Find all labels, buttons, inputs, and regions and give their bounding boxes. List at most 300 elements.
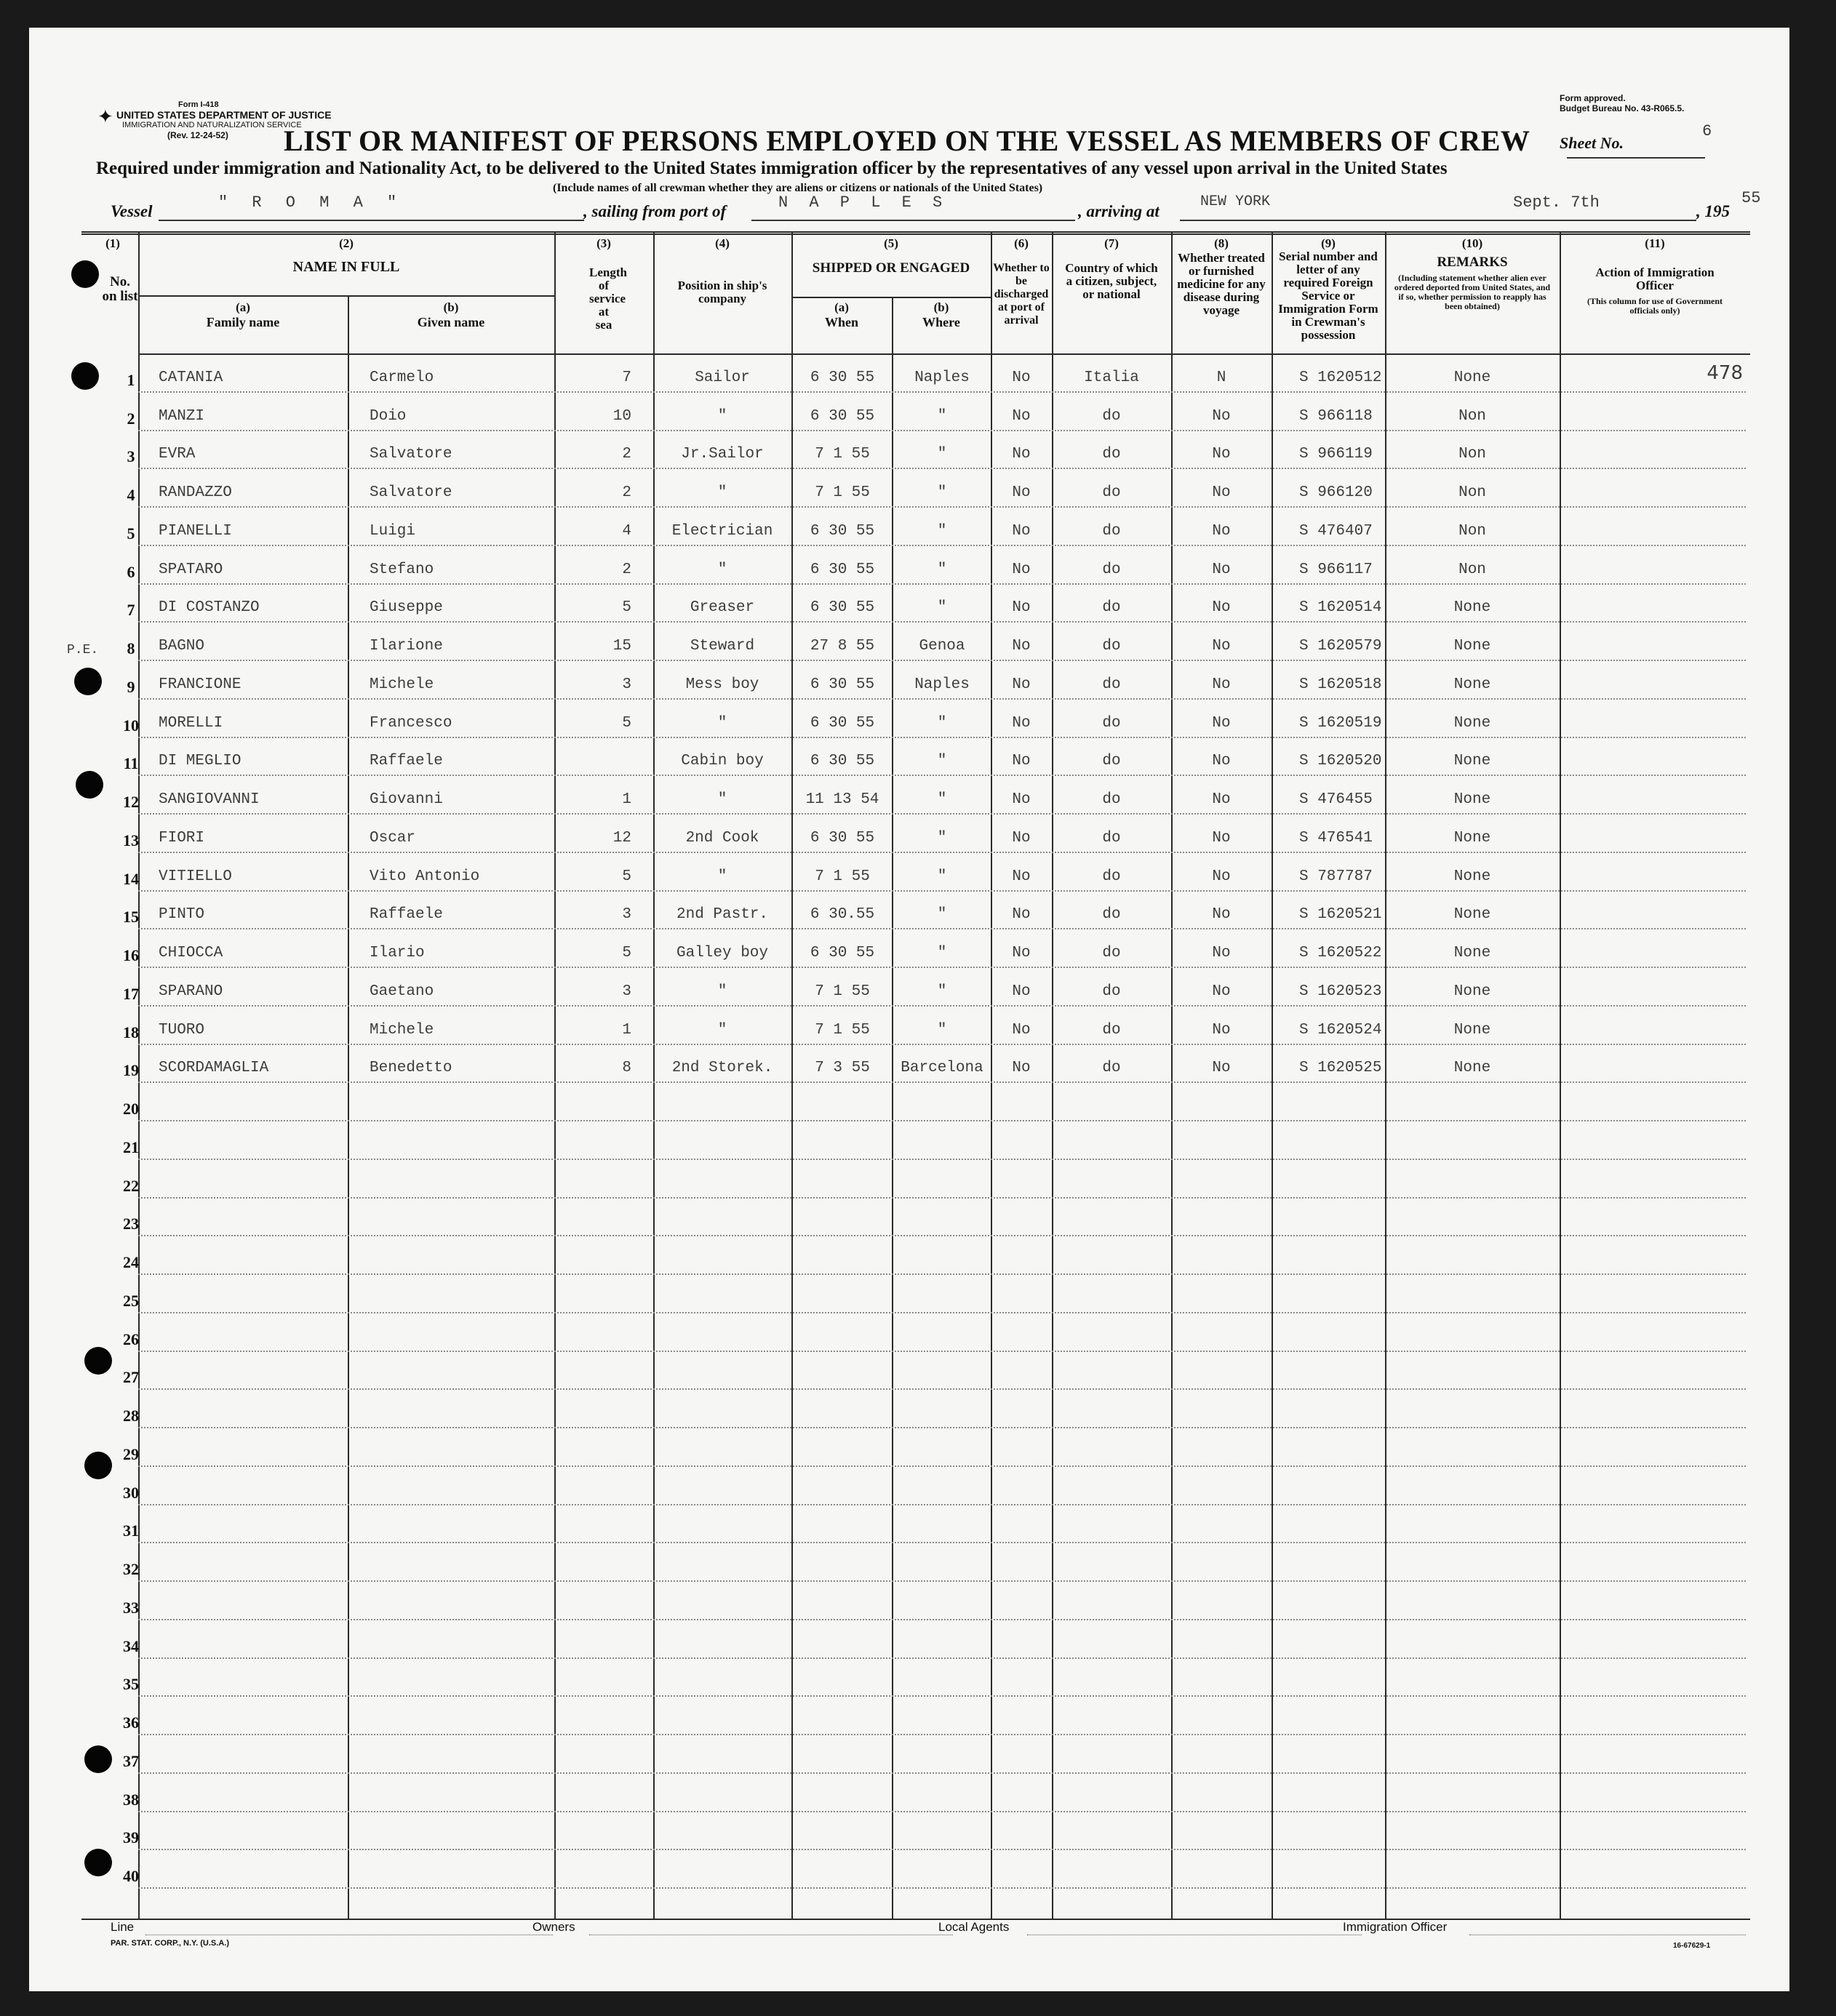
cell-serial-number: S 966117 [1299, 561, 1373, 578]
row-rule [138, 1657, 1746, 1659]
line-number: 36 [123, 1713, 139, 1732]
cell-service-length: 5 [622, 868, 631, 885]
cell-position: Jr.Sailor [681, 446, 764, 463]
cell-given-name: Stefano [370, 561, 434, 578]
cell-shipped-when: 6 30 55 [810, 599, 875, 617]
cell-discharged: No [1012, 522, 1031, 540]
cell-remarks: None [1453, 868, 1491, 885]
row-rule [138, 1081, 1746, 1083]
cell-serial-number: S 787787 [1299, 868, 1373, 885]
line-number: 8 [127, 639, 135, 657]
col1-header: No. on list [102, 274, 138, 304]
cell-country: do [1102, 1021, 1121, 1039]
cell-country: do [1102, 714, 1121, 732]
row-rule [138, 813, 1746, 815]
cell-discharged: No [1012, 753, 1031, 770]
col5a-header: When [824, 315, 858, 329]
row-rule [138, 1351, 1746, 1352]
table-bottom-rule [81, 1919, 1750, 1920]
cell-position: Mess boy [685, 676, 759, 693]
cell-given-name: Raffaele [370, 906, 443, 924]
line-number: 7 [127, 601, 135, 620]
cell-remarks: None [1453, 983, 1491, 1000]
printer-imprint: PAR. STAT. CORP., N.Y. (U.S.A.) [111, 1939, 229, 1948]
cell-country: do [1102, 906, 1121, 924]
cell-position: Steward [690, 638, 755, 655]
cell-family-name: SCORDAMAGLIA [159, 1060, 269, 1077]
cell-position: Electrician [671, 522, 773, 540]
row-rule [138, 583, 1746, 585]
col9-header: Serial number and letter of any required Foreign Service or Immigration Form in Crewman's possession [1278, 249, 1378, 342]
cell-service-length: 15 [612, 638, 631, 655]
row-rule [138, 967, 1746, 968]
line-number: 16 [123, 946, 139, 964]
cell-shipped-when: 7 3 55 [815, 1060, 870, 1077]
cell-shipped-when: 27 8 55 [810, 638, 875, 655]
line-number: 22 [123, 1176, 139, 1195]
sheet-label: Sheet No. [1560, 134, 1624, 152]
form-approved: Form approved. [1560, 93, 1626, 103]
row-rule [138, 1542, 1746, 1543]
cell-shipped-where: " [937, 829, 947, 847]
cell-country: do [1102, 829, 1121, 847]
cell-discharged: No [1012, 446, 1031, 463]
cell-remarks: None [1453, 1021, 1491, 1039]
cell-given-name: Oscar [370, 829, 416, 847]
cell-medicine: No [1212, 407, 1231, 425]
row-rule [138, 1159, 1746, 1160]
col8-number: (8) [1214, 236, 1229, 250]
line-number: 6 [127, 562, 135, 581]
cell-discharged: No [1012, 638, 1031, 655]
col5b-header: Where [922, 315, 960, 329]
cell-service-length: 2 [622, 484, 631, 501]
col10-number: (10) [1461, 236, 1483, 250]
cell-shipped-when: 6 30.55 [810, 906, 875, 924]
cell-service-length: 2 [622, 561, 631, 578]
cell-remarks: None [1453, 945, 1491, 961]
cell-shipped-where: " [937, 1021, 947, 1039]
cell-position: 2nd Cook [685, 829, 759, 847]
row-rule [138, 1811, 1746, 1812]
cell-position: " [717, 407, 727, 425]
row-rule [138, 506, 1746, 508]
sailing-line [751, 220, 1075, 221]
cell-discharged: No [1012, 868, 1031, 885]
line-number: 24 [123, 1253, 139, 1271]
col4-header: Position in ship's company [677, 279, 767, 305]
cell-given-name: Francesco [370, 714, 452, 732]
line-number: 34 [123, 1636, 139, 1655]
cell-given-name: Doio [370, 407, 407, 425]
cell-serial-number: S 1620521 [1299, 906, 1382, 924]
cell-country: do [1102, 753, 1121, 770]
cell-position: 2nd Storek. [671, 1060, 773, 1077]
punch-hole-5 [84, 1347, 112, 1375]
line-number: 5 [127, 524, 135, 543]
cell-family-name: FIORI [159, 829, 205, 847]
cell-serial-number: S 1620518 [1299, 676, 1382, 693]
cell-given-name: Michele [370, 676, 434, 693]
cell-country: do [1102, 561, 1121, 578]
row-rule [138, 1887, 1746, 1889]
cell-serial-number: S 966120 [1299, 484, 1373, 501]
manifest-title: LIST OR MANIFEST OF PERSONS EMPLOYED ON THE VESSEL AS MEMBERS OF CREW [284, 124, 1530, 157]
col9-number: (9) [1321, 236, 1336, 250]
line-number: 27 [123, 1368, 139, 1387]
cell-given-name: Michele [370, 1021, 434, 1039]
cell-family-name: TUORO [159, 1021, 205, 1039]
row-rule [138, 1619, 1746, 1620]
cell-medicine: No [1212, 753, 1231, 770]
cell-shipped-when: 6 30 55 [810, 753, 875, 770]
row-rule [138, 1044, 1746, 1045]
cell-shipped-where: " [937, 446, 947, 463]
cell-given-name: Raffaele [370, 753, 443, 770]
footer-agents-label: Local Agents [938, 1920, 1010, 1934]
cell-service-length: 10 [612, 407, 631, 425]
row-rule [138, 1580, 1746, 1582]
cell-given-name: Giuseppe [370, 599, 443, 617]
cell-shipped-where: " [937, 484, 947, 501]
line-number: 39 [123, 1828, 139, 1847]
cell-discharged: No [1012, 945, 1031, 961]
cell-shipped-where: " [937, 945, 947, 961]
cell-position: " [717, 983, 727, 1000]
cell-shipped-where: " [937, 522, 947, 540]
cell-shipped-when: 6 30 55 [810, 522, 875, 540]
cell-country: do [1102, 599, 1121, 617]
cell-remarks: None [1453, 599, 1491, 617]
cell-serial-number: S 1620524 [1299, 1021, 1382, 1039]
arrival-date: Sept. 7th [1513, 193, 1600, 212]
cell-shipped-where: " [937, 599, 947, 617]
col3-number: (3) [596, 236, 611, 250]
punch-hole-3 [74, 668, 102, 695]
cell-shipped-where: " [937, 753, 947, 770]
row-rule [138, 1197, 1746, 1199]
col10-subheader: (Including statement whether alien ever ordered deported from United States, and if so, whether permission to reapply has been obtained) [1394, 273, 1551, 311]
service-name: IMMIGRATION AND NATURALIZATION SERVICE [122, 121, 302, 129]
cell-medicine: No [1212, 906, 1231, 924]
col-divider-3 [653, 231, 655, 1919]
cell-position: " [717, 868, 727, 885]
col11-number: (11) [1645, 236, 1665, 250]
cell-family-name: SPARANO [159, 983, 223, 1000]
col-divider-8 [1272, 231, 1273, 1919]
cell-country: do [1102, 868, 1121, 885]
cell-service-length: 8 [622, 1060, 631, 1077]
cell-discharged: No [1012, 1060, 1031, 1077]
cell-remarks: None [1453, 676, 1491, 693]
cell-country: Italia [1084, 369, 1139, 386]
cell-serial-number: S 1620520 [1299, 753, 1382, 770]
cell-discharged: No [1012, 983, 1031, 1000]
row-rule [138, 1005, 1746, 1007]
cell-remarks: Non [1458, 484, 1486, 501]
cell-family-name: DI COSTANZO [159, 599, 260, 617]
col3-header: Length of service at sea [589, 265, 627, 332]
cell-country: do [1102, 676, 1121, 693]
sheet-number: 6 [1702, 122, 1712, 140]
cell-serial-number: S 1620519 [1299, 714, 1382, 732]
line-number: 11 [123, 754, 139, 773]
cell-discharged: No [1012, 714, 1031, 732]
cell-shipped-when: 11 13 54 [805, 791, 879, 808]
line-number: 13 [123, 831, 139, 849]
cell-medicine: No [1212, 1060, 1231, 1077]
cell-serial-number: S 1620522 [1299, 945, 1382, 961]
col5b-number: (b) [933, 300, 949, 314]
cell-medicine: No [1212, 868, 1231, 885]
cell-country: do [1102, 791, 1121, 808]
line-number: 18 [123, 1023, 139, 1041]
row-rule [138, 1120, 1746, 1121]
cell-serial-number: S 1620514 [1299, 599, 1382, 617]
sailing-label: , sailing from port of [583, 202, 727, 220]
cell-medicine: No [1212, 829, 1231, 847]
cell-service-length: 7 [622, 369, 631, 386]
col5-number: (5) [884, 236, 898, 250]
cell-position: Greaser [690, 599, 755, 617]
cell-shipped-when: 6 30 55 [810, 829, 875, 847]
row-rule [138, 1388, 1746, 1390]
cell-family-name: MANZI [159, 407, 205, 425]
col-divider-2a [348, 295, 349, 1919]
year-value: 55 [1741, 189, 1761, 207]
cell-service-length: 4 [622, 522, 631, 540]
cell-medicine: No [1212, 714, 1231, 732]
col7-header: Country of which a citizen, subject, or national [1065, 261, 1158, 301]
footer-line-label: Line [111, 1920, 135, 1934]
cell-service-length: 2 [622, 446, 631, 463]
cell-position: " [717, 1021, 727, 1039]
cell-serial-number: S 476455 [1299, 791, 1373, 808]
cell-country: do [1102, 407, 1121, 425]
line-number: 20 [123, 1100, 139, 1118]
line-number: 15 [123, 908, 139, 927]
cell-shipped-where: Naples [914, 676, 970, 693]
cell-discharged: No [1012, 906, 1031, 924]
cell-discharged: No [1012, 561, 1031, 578]
margin-note: P.E. [67, 643, 99, 657]
line-number: 38 [123, 1790, 139, 1809]
vessel-line [159, 220, 584, 221]
cell-given-name: Carmelo [370, 369, 434, 386]
punch-hole-1 [71, 260, 99, 288]
col5-header: SHIPPED OR ENGAGED [812, 260, 970, 276]
cell-shipped-when: 6 30 55 [810, 676, 875, 693]
cell-remarks: None [1453, 369, 1491, 386]
cell-family-name: VITIELLO [159, 868, 232, 885]
row-rule [138, 430, 1746, 431]
year-label: , 195 [1696, 202, 1730, 220]
line-number: 17 [123, 984, 139, 1003]
cell-country: do [1102, 945, 1121, 961]
col6-number: (6) [1014, 236, 1029, 250]
line-number: 35 [123, 1675, 139, 1694]
row-rule [138, 468, 1746, 469]
row-rule [138, 737, 1746, 738]
cell-family-name: PIANELLI [159, 522, 232, 540]
row-rule [138, 621, 1746, 623]
cell-shipped-when: 6 30 55 [810, 945, 875, 961]
cell-family-name: PINTO [159, 906, 205, 924]
budget-bureau: Budget Bureau No. 43-R065.5. [1560, 103, 1685, 113]
cell-position: Cabin boy [681, 753, 764, 770]
cell-remarks: None [1453, 638, 1491, 655]
cell-medicine: No [1212, 676, 1231, 693]
cell-shipped-when: 7 1 55 [815, 446, 870, 463]
cell-family-name: MORELLI [159, 714, 223, 732]
line-number: 31 [123, 1521, 139, 1540]
row-rule [138, 1734, 1746, 1735]
cell-medicine: No [1212, 983, 1231, 1000]
cell-country: do [1102, 1060, 1121, 1077]
row-rule [138, 852, 1746, 853]
line-number: 29 [123, 1444, 139, 1463]
cell-service-length: 12 [612, 829, 631, 847]
cell-country: do [1102, 484, 1121, 501]
line-number: 4 [127, 486, 135, 504]
cell-medicine: No [1212, 522, 1231, 540]
cell-shipped-when: 7 1 55 [815, 1021, 870, 1039]
line-number: 12 [123, 793, 139, 811]
vessel-name: " R O M A " [218, 193, 404, 212]
arriving-line [1180, 220, 1696, 221]
cell-remarks: None [1453, 791, 1491, 808]
cell-service-length: 1 [622, 1021, 631, 1039]
cell-shipped-where: Genoa [919, 638, 965, 655]
eagle-seal-icon: ✦ [97, 106, 113, 127]
cell-family-name: SPATARO [159, 561, 223, 578]
punch-hole-6 [84, 1452, 112, 1479]
line-number: 26 [123, 1329, 139, 1348]
cell-service-length: 1 [622, 791, 631, 808]
line-number: 2 [127, 409, 135, 428]
cell-remarks: None [1453, 753, 1491, 770]
cell-position: " [717, 561, 727, 578]
footer-owners-label: Owners [532, 1920, 575, 1934]
cell-serial-number: S 1620525 [1299, 1060, 1382, 1077]
cell-medicine: No [1212, 484, 1231, 501]
row-rule [138, 928, 1746, 929]
table-top-rule-2 [81, 233, 1750, 235]
row-rule [138, 1465, 1746, 1467]
cell-shipped-where: Naples [914, 369, 970, 386]
col2b-header: Given name [417, 315, 485, 329]
cell-given-name: Salvatore [370, 484, 452, 501]
arriving-label: , arriving at [1078, 202, 1160, 220]
cell-medicine: No [1212, 791, 1231, 808]
col-divider-2 [554, 231, 556, 1919]
cell-family-name: RANDAZZO [159, 484, 232, 501]
cell-given-name: Benedetto [370, 1060, 452, 1077]
manifest-page [29, 28, 1789, 1991]
row-rule [138, 545, 1746, 546]
col-divider-10 [1560, 231, 1561, 1919]
line-number: 10 [123, 716, 139, 735]
cell-remarks: Non [1458, 407, 1486, 425]
cell-country: do [1102, 446, 1121, 463]
col2-header: NAME IN FULL [292, 259, 400, 275]
line-number: 40 [123, 1867, 139, 1885]
cell-medicine: No [1212, 1021, 1231, 1039]
cell-family-name: FRANCIONE [159, 676, 242, 693]
cell-position: Galley boy [676, 945, 769, 961]
vessel-label: Vessel [111, 202, 153, 220]
cell-shipped-where: " [937, 561, 947, 578]
col6-header: Whether to be discharged at port of arrival [993, 262, 1050, 327]
cell-shipped-when: 7 1 55 [815, 983, 870, 1000]
line-number: 33 [123, 1598, 139, 1617]
row-rule [138, 698, 1746, 700]
cell-family-name: CATANIA [159, 369, 223, 386]
manifest-note: (Include names of all crewman whether they are aliens or citizens or nationals of the United States) [553, 182, 1043, 194]
line-number: 30 [123, 1483, 139, 1502]
line-number: 23 [123, 1215, 139, 1233]
col2a-number: (a) [236, 300, 250, 314]
row-rule [138, 1849, 1746, 1850]
line-number: 21 [123, 1137, 139, 1156]
sailing-port: N A P L E S [778, 193, 949, 212]
col7-number: (7) [1104, 236, 1119, 250]
cell-family-name: BAGNO [159, 638, 205, 655]
cell-medicine: N [1216, 369, 1226, 386]
col8-header: Whether treated or furnished medicine for any disease during voyage [1177, 251, 1266, 317]
cell-medicine: No [1212, 599, 1231, 617]
cell-serial-number: S 1620579 [1299, 638, 1382, 655]
punch-hole-7 [84, 1745, 112, 1773]
cell-serial-number: S 966118 [1299, 407, 1373, 425]
cell-shipped-where: " [937, 906, 947, 924]
line-number: 14 [123, 869, 139, 888]
punch-hole-4 [76, 771, 103, 799]
line-number: 37 [123, 1751, 139, 1770]
row-rule [138, 1312, 1746, 1313]
cell-remarks: None [1453, 1060, 1491, 1077]
cell-remarks: Non [1458, 522, 1486, 540]
cell-remarks: None [1453, 829, 1491, 847]
col5a-number: (a) [834, 300, 849, 314]
cell-discharged: No [1012, 369, 1031, 386]
cell-remarks: None [1453, 714, 1491, 732]
col1-number: (1) [105, 236, 120, 250]
cell-serial-number: S 476407 [1299, 522, 1373, 540]
cell-given-name: Salvatore [370, 446, 452, 463]
cell-discharged: No [1012, 829, 1031, 847]
line-number: 28 [123, 1407, 139, 1425]
cell-position: " [717, 484, 727, 501]
cell-given-name: Vito Antonio [370, 868, 480, 885]
name-subheader-rule [138, 295, 554, 297]
cell-service-length: 5 [622, 945, 631, 961]
cell-medicine: No [1212, 446, 1231, 463]
cell-position: " [717, 791, 727, 808]
cell-shipped-when: 7 1 55 [815, 484, 870, 501]
cell-discharged: No [1012, 791, 1031, 808]
cell-given-name: Giovanni [370, 791, 443, 808]
cell-discharged: No [1012, 484, 1031, 501]
cell-country: do [1102, 522, 1121, 540]
arriving-port: NEW YORK [1200, 193, 1271, 210]
cell-serial-number: S 1620512 [1299, 369, 1382, 386]
cell-service-length: 3 [622, 983, 631, 1000]
cell-family-name: DI MEGLIO [159, 753, 242, 770]
line-number: 32 [123, 1560, 139, 1578]
cell-shipped-when: 7 1 55 [815, 868, 870, 885]
cell-shipped-when: 6 30 55 [810, 407, 875, 425]
